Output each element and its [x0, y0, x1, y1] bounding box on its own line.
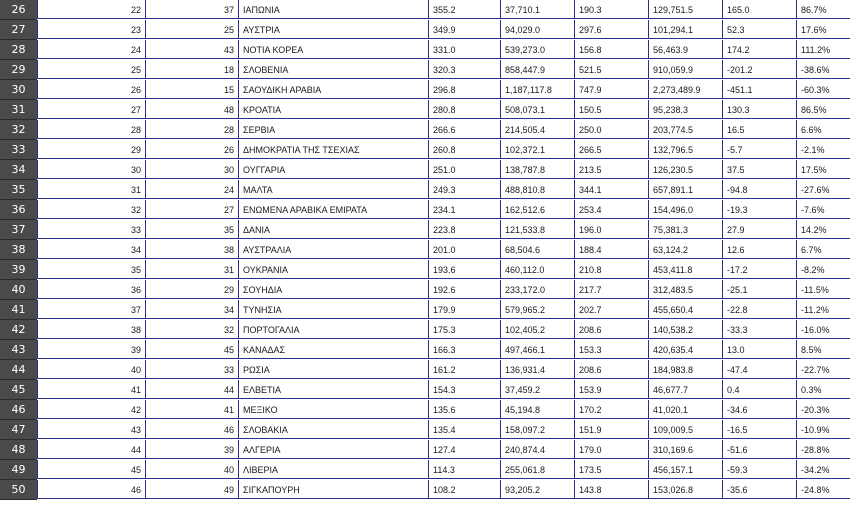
table-row — [0, 260, 850, 280]
value-cell[interactable]: 1,187,117.8 — [500, 80, 574, 99]
value-cell[interactable]: 63,124.2 — [648, 240, 722, 259]
country-cell[interactable]: ΜΕΞΙΚΟ — [238, 400, 428, 419]
value-cell[interactable]: 234.1 — [428, 200, 500, 219]
value-cell[interactable]: 312,483.5 — [648, 280, 722, 299]
value-cell[interactable]: 508,073.1 — [500, 100, 574, 119]
value-cell[interactable]: 109,009.5 — [648, 420, 722, 439]
country-cell[interactable]: ΡΩΣΙΑ — [238, 360, 428, 379]
change-cell[interactable]: 16.5 — [722, 120, 796, 139]
rank-cell[interactable]: 26 — [37, 80, 145, 99]
value-cell[interactable]: 143.8 — [574, 480, 648, 499]
value-cell[interactable]: 179.9 — [428, 300, 500, 319]
table-row — [0, 160, 850, 180]
row-header[interactable]: 27 — [0, 20, 37, 40]
value-cell[interactable]: 497,466.1 — [500, 340, 574, 359]
value-cell[interactable]: 95,238.3 — [648, 100, 722, 119]
row-header[interactable]: 49 — [0, 460, 37, 480]
table-row — [0, 280, 850, 300]
rank-cell[interactable]: 42 — [37, 400, 145, 419]
value-cell[interactable]: 266.5 — [574, 140, 648, 159]
value-cell[interactable]: 208.6 — [574, 320, 648, 339]
value-cell[interactable]: 108.2 — [428, 480, 500, 499]
percent-change-cell[interactable]: -10.9% — [796, 420, 850, 439]
row-header[interactable]: 50 — [0, 480, 37, 500]
rank-cell[interactable]: 41 — [37, 380, 145, 399]
previous-rank-cell[interactable]: 41 — [145, 400, 238, 419]
value-cell[interactable]: 320.3 — [428, 60, 500, 79]
percent-change-cell[interactable]: -11.5% — [796, 280, 850, 299]
change-cell[interactable]: 165.0 — [722, 0, 796, 19]
row-header[interactable]: 40 — [0, 280, 37, 300]
previous-rank-cell[interactable]: 38 — [145, 240, 238, 259]
table-row — [0, 40, 850, 60]
row-header[interactable]: 28 — [0, 40, 37, 60]
rank-cell[interactable]: 32 — [37, 200, 145, 219]
rank-cell[interactable]: 33 — [37, 220, 145, 239]
country-cell[interactable]: ΟΥΓΓΑΡΙΑ — [238, 160, 428, 179]
value-cell[interactable]: 153.3 — [574, 340, 648, 359]
row-header[interactable]: 47 — [0, 420, 37, 440]
row-header[interactable]: 34 — [0, 160, 37, 180]
value-cell[interactable]: 135.4 — [428, 420, 500, 439]
percent-change-cell[interactable]: 86.7% — [796, 0, 850, 19]
value-cell[interactable]: 240,874.4 — [500, 440, 574, 459]
value-cell[interactable]: 166.3 — [428, 340, 500, 359]
value-cell[interactable]: 94,029.0 — [500, 20, 574, 39]
table-row — [0, 220, 850, 240]
percent-change-cell[interactable]: -20.3% — [796, 400, 850, 419]
row-header[interactable]: 35 — [0, 180, 37, 200]
change-cell[interactable]: -451.1 — [722, 80, 796, 99]
percent-change-cell[interactable]: -24.8% — [796, 480, 850, 499]
rank-cell[interactable]: 35 — [37, 260, 145, 279]
table-row — [0, 460, 850, 480]
previous-rank-cell[interactable]: 18 — [145, 60, 238, 79]
value-cell[interactable]: 255,061.8 — [500, 460, 574, 479]
table-row — [0, 360, 850, 380]
value-cell[interactable]: 175.3 — [428, 320, 500, 339]
value-cell[interactable]: 101,294.1 — [648, 20, 722, 39]
value-cell[interactable]: 173.5 — [574, 460, 648, 479]
value-cell[interactable]: 151.9 — [574, 420, 648, 439]
previous-rank-cell[interactable]: 34 — [145, 300, 238, 319]
rank-cell[interactable]: 39 — [37, 340, 145, 359]
value-cell[interactable]: 193.6 — [428, 260, 500, 279]
change-cell[interactable]: -16.5 — [722, 420, 796, 439]
percent-change-cell[interactable]: -8.2% — [796, 260, 850, 279]
previous-rank-cell[interactable]: 46 — [145, 420, 238, 439]
value-cell[interactable]: 162,512.6 — [500, 200, 574, 219]
value-cell[interactable]: 331.0 — [428, 40, 500, 59]
country-cell[interactable]: ΜΑΛΤΑ — [238, 180, 428, 199]
previous-rank-cell[interactable]: 44 — [145, 380, 238, 399]
value-cell[interactable]: 190.3 — [574, 0, 648, 19]
row-header[interactable]: 31 — [0, 100, 37, 120]
value-cell[interactable]: 539,273.0 — [500, 40, 574, 59]
value-cell[interactable]: 127.4 — [428, 440, 500, 459]
row-header[interactable]: 41 — [0, 300, 37, 320]
table-row — [0, 100, 850, 120]
value-cell[interactable]: 179.0 — [574, 440, 648, 459]
percent-change-cell[interactable]: 6.6% — [796, 120, 850, 139]
previous-rank-cell[interactable]: 31 — [145, 260, 238, 279]
table-row — [0, 200, 850, 220]
row-header[interactable]: 48 — [0, 440, 37, 460]
value-cell[interactable]: 420,635.4 — [648, 340, 722, 359]
change-cell[interactable]: -33.3 — [722, 320, 796, 339]
value-cell[interactable]: 132,796.5 — [648, 140, 722, 159]
change-cell[interactable]: 174.2 — [722, 40, 796, 59]
value-cell[interactable]: 102,405.2 — [500, 320, 574, 339]
row-header[interactable]: 30 — [0, 80, 37, 100]
table-row — [0, 420, 850, 440]
value-cell[interactable]: 150.5 — [574, 100, 648, 119]
country-cell[interactable]: ΣΑΟΥΔΙΚΗ ΑΡΑΒΙΑ — [238, 80, 428, 99]
country-cell[interactable]: ΣΙΓΚΑΠΟΥΡΗ — [238, 480, 428, 499]
value-cell[interactable]: 161.2 — [428, 360, 500, 379]
country-cell[interactable]: ΑΥΣΤΡΙΑ — [238, 20, 428, 39]
row-header[interactable]: 39 — [0, 260, 37, 280]
previous-rank-cell[interactable]: 29 — [145, 280, 238, 299]
value-cell[interactable]: 657,891.1 — [648, 180, 722, 199]
value-cell[interactable]: 203,774.5 — [648, 120, 722, 139]
value-cell[interactable]: 75,381.3 — [648, 220, 722, 239]
change-cell[interactable]: -51.6 — [722, 440, 796, 459]
country-cell[interactable]: ΣΛΟΒΑΚΙΑ — [238, 420, 428, 439]
country-cell[interactable]: ΟΥΚΡΑΝΙΑ — [238, 260, 428, 279]
value-cell[interactable]: 121,533.8 — [500, 220, 574, 239]
value-cell[interactable]: 488,810.8 — [500, 180, 574, 199]
value-cell[interactable]: 223.8 — [428, 220, 500, 239]
percent-change-cell[interactable]: 17.6% — [796, 20, 850, 39]
value-cell[interactable]: 196.0 — [574, 220, 648, 239]
value-cell[interactable]: 93,205.2 — [500, 480, 574, 499]
country-cell[interactable]: ΔΑΝΙΑ — [238, 220, 428, 239]
row-header[interactable]: 26 — [0, 0, 37, 20]
value-cell[interactable]: 184,983.8 — [648, 360, 722, 379]
table-row — [0, 300, 850, 320]
row-header[interactable]: 46 — [0, 400, 37, 420]
country-cell[interactable]: ΕΛΒΕΤΙΑ — [238, 380, 428, 399]
rank-cell[interactable]: 45 — [37, 460, 145, 479]
value-cell[interactable]: 579,965.2 — [500, 300, 574, 319]
rank-cell[interactable]: 44 — [37, 440, 145, 459]
change-cell[interactable]: -25.1 — [722, 280, 796, 299]
country-cell[interactable]: ΠΟΡΤΟΓΑΛΙΑ — [238, 320, 428, 339]
country-cell[interactable]: ΕΝΩΜΕΝΑ ΑΡΑΒΙΚΑ ΕΜΙΡΑΤΑ — [238, 200, 428, 219]
value-cell[interactable]: 233,172.0 — [500, 280, 574, 299]
table-row — [0, 440, 850, 460]
change-cell[interactable]: 27.9 — [722, 220, 796, 239]
value-cell[interactable]: 310,169.6 — [648, 440, 722, 459]
percent-change-cell[interactable]: 17.5% — [796, 160, 850, 179]
value-cell[interactable]: 156.8 — [574, 40, 648, 59]
country-cell[interactable]: ΣΟΥΗΔΙΑ — [238, 280, 428, 299]
previous-rank-cell[interactable]: 39 — [145, 440, 238, 459]
previous-rank-cell[interactable]: 26 — [145, 140, 238, 159]
value-cell[interactable]: 280.8 — [428, 100, 500, 119]
value-cell[interactable]: 208.6 — [574, 360, 648, 379]
change-cell[interactable]: -5.7 — [722, 140, 796, 159]
previous-rank-cell[interactable]: 28 — [145, 120, 238, 139]
value-cell[interactable]: 138,787.8 — [500, 160, 574, 179]
percent-change-cell[interactable]: 14.2% — [796, 220, 850, 239]
value-cell[interactable]: 296.8 — [428, 80, 500, 99]
percent-change-cell[interactable]: 111.2% — [796, 40, 850, 59]
row-header[interactable]: 32 — [0, 120, 37, 140]
rank-cell[interactable]: 38 — [37, 320, 145, 339]
rank-cell[interactable]: 34 — [37, 240, 145, 259]
row-header[interactable]: 43 — [0, 340, 37, 360]
country-cell[interactable]: ΑΥΣΤΡΑΛΙΑ — [238, 240, 428, 259]
percent-change-cell[interactable]: 86.5% — [796, 100, 850, 119]
table-row — [0, 320, 850, 340]
change-cell[interactable]: -35.6 — [722, 480, 796, 499]
change-cell[interactable]: -59.3 — [722, 460, 796, 479]
country-cell[interactable]: ΝΟΤΙΑ ΚΟΡΕΑ — [238, 40, 428, 59]
change-cell[interactable]: -17.2 — [722, 260, 796, 279]
value-cell[interactable]: 68,504.6 — [500, 240, 574, 259]
value-cell[interactable]: 154.3 — [428, 380, 500, 399]
value-cell[interactable]: 202.7 — [574, 300, 648, 319]
value-cell[interactable]: 460,112.0 — [500, 260, 574, 279]
percent-change-cell[interactable]: 6.7% — [796, 240, 850, 259]
value-cell[interactable]: 297.6 — [574, 20, 648, 39]
change-cell[interactable]: -47.4 — [722, 360, 796, 379]
rank-cell[interactable]: 46 — [37, 480, 145, 499]
table-row — [0, 480, 850, 500]
change-cell[interactable]: -201.2 — [722, 60, 796, 79]
value-cell[interactable]: 41,020.1 — [648, 400, 722, 419]
table-row — [0, 80, 850, 100]
percent-change-cell[interactable]: -22.7% — [796, 360, 850, 379]
row-header[interactable]: 44 — [0, 360, 37, 380]
percent-change-cell[interactable]: -11.2% — [796, 300, 850, 319]
value-cell[interactable]: 213.5 — [574, 160, 648, 179]
table-row — [0, 120, 850, 140]
value-cell[interactable]: 170.2 — [574, 400, 648, 419]
value-cell[interactable]: 158,097.2 — [500, 420, 574, 439]
change-cell[interactable]: 52.3 — [722, 20, 796, 39]
previous-rank-cell[interactable]: 25 — [145, 20, 238, 39]
country-cell[interactable]: ΣΕΡΒΙΑ — [238, 120, 428, 139]
value-cell[interactable]: 126,230.5 — [648, 160, 722, 179]
rank-cell[interactable]: 27 — [37, 100, 145, 119]
value-cell[interactable]: 153,026.8 — [648, 480, 722, 499]
previous-rank-cell[interactable]: 48 — [145, 100, 238, 119]
table-row — [0, 340, 850, 360]
previous-rank-cell[interactable]: 49 — [145, 480, 238, 499]
value-cell[interactable]: 455,650.4 — [648, 300, 722, 319]
percent-change-cell[interactable]: -38.6% — [796, 60, 850, 79]
value-cell[interactable]: 344.1 — [574, 180, 648, 199]
country-cell[interactable]: ΤΥΝΗΣΙΑ — [238, 300, 428, 319]
country-cell[interactable]: ΔΗΜΟΚΡΑΤΙΑ ΤΗΣ ΤΣΕΧΙΑΣ — [238, 140, 428, 159]
previous-rank-cell[interactable]: 35 — [145, 220, 238, 239]
value-cell[interactable]: 37,710.1 — [500, 0, 574, 19]
value-cell[interactable]: 250.0 — [574, 120, 648, 139]
value-cell[interactable]: 129,751.5 — [648, 0, 722, 19]
percent-change-cell[interactable]: 0.3% — [796, 380, 850, 399]
rank-cell[interactable]: 25 — [37, 60, 145, 79]
table-row — [0, 180, 850, 200]
previous-rank-cell[interactable]: 27 — [145, 200, 238, 219]
country-cell[interactable]: ΚΡΟΑΤΙΑ — [238, 100, 428, 119]
change-cell[interactable]: -19.3 — [722, 200, 796, 219]
country-cell[interactable]: ΑΛΓΕΡΙΑ — [238, 440, 428, 459]
value-cell[interactable]: 46,677.7 — [648, 380, 722, 399]
rank-cell[interactable]: 30 — [37, 160, 145, 179]
row-header[interactable]: 37 — [0, 220, 37, 240]
previous-rank-cell[interactable]: 43 — [145, 40, 238, 59]
value-cell[interactable]: 747.9 — [574, 80, 648, 99]
change-cell[interactable]: 13.0 — [722, 340, 796, 359]
row-header[interactable]: 38 — [0, 240, 37, 260]
rank-cell[interactable]: 31 — [37, 180, 145, 199]
country-cell[interactable]: ΣΛΟΒΕΝΙΑ — [238, 60, 428, 79]
country-cell[interactable]: ΛΙΒΕΡΙΑ — [238, 460, 428, 479]
previous-rank-cell[interactable]: 32 — [145, 320, 238, 339]
percent-change-cell[interactable]: -2.1% — [796, 140, 850, 159]
table-row — [0, 0, 850, 20]
rank-cell[interactable]: 28 — [37, 120, 145, 139]
value-cell[interactable]: 456,157.1 — [648, 460, 722, 479]
value-cell[interactable]: 349.9 — [428, 20, 500, 39]
change-cell[interactable]: 12.6 — [722, 240, 796, 259]
previous-rank-cell[interactable]: 40 — [145, 460, 238, 479]
rank-cell[interactable]: 24 — [37, 40, 145, 59]
value-cell[interactable]: 210.8 — [574, 260, 648, 279]
row-header[interactable]: 42 — [0, 320, 37, 340]
value-cell[interactable]: 214,505.4 — [500, 120, 574, 139]
value-cell[interactable]: 355.2 — [428, 0, 500, 19]
previous-rank-cell[interactable]: 15 — [145, 80, 238, 99]
previous-rank-cell[interactable]: 33 — [145, 360, 238, 379]
row-header[interactable]: 36 — [0, 200, 37, 220]
previous-rank-cell[interactable]: 30 — [145, 160, 238, 179]
value-cell[interactable]: 135.6 — [428, 400, 500, 419]
rank-cell[interactable]: 37 — [37, 300, 145, 319]
percent-change-cell[interactable]: -27.6% — [796, 180, 850, 199]
value-cell[interactable]: 154,496.0 — [648, 200, 722, 219]
value-cell[interactable]: 251.0 — [428, 160, 500, 179]
percent-change-cell[interactable]: -7.6% — [796, 200, 850, 219]
rank-cell[interactable]: 22 — [37, 0, 145, 19]
rank-cell[interactable]: 36 — [37, 280, 145, 299]
table-row — [0, 20, 850, 40]
value-cell[interactable]: 249.3 — [428, 180, 500, 199]
percent-change-cell[interactable]: -28.8% — [796, 440, 850, 459]
value-cell[interactable]: 260.8 — [428, 140, 500, 159]
value-cell[interactable]: 266.6 — [428, 120, 500, 139]
rank-cell[interactable]: 29 — [37, 140, 145, 159]
percent-change-cell[interactable]: -16.0% — [796, 320, 850, 339]
table-row — [0, 60, 850, 80]
change-cell[interactable]: 37.5 — [722, 160, 796, 179]
change-cell[interactable]: -94.8 — [722, 180, 796, 199]
rank-cell[interactable]: 40 — [37, 360, 145, 379]
value-cell[interactable]: 136,931.4 — [500, 360, 574, 379]
previous-rank-cell[interactable]: 37 — [145, 0, 238, 19]
value-cell[interactable]: 521.5 — [574, 60, 648, 79]
value-cell[interactable]: 2,273,489.9 — [648, 80, 722, 99]
value-cell[interactable]: 188.4 — [574, 240, 648, 259]
value-cell[interactable]: 192.6 — [428, 280, 500, 299]
change-cell[interactable]: 130.3 — [722, 100, 796, 119]
value-cell[interactable]: 217.7 — [574, 280, 648, 299]
percent-change-cell[interactable]: 8.5% — [796, 340, 850, 359]
change-cell[interactable]: 0.4 — [722, 380, 796, 399]
change-cell[interactable]: -22.8 — [722, 300, 796, 319]
value-cell[interactable]: 153.9 — [574, 380, 648, 399]
percent-change-cell[interactable]: -60.3% — [796, 80, 850, 99]
value-cell[interactable]: 253.4 — [574, 200, 648, 219]
value-cell[interactable]: 858,447.9 — [500, 60, 574, 79]
value-cell[interactable]: 37,459.2 — [500, 380, 574, 399]
value-cell[interactable]: 910,059.9 — [648, 60, 722, 79]
table-row — [0, 140, 850, 160]
country-cell[interactable]: ΙΑΠΩΝΙΑ — [238, 0, 428, 19]
table-row — [0, 380, 850, 400]
table-row — [0, 240, 850, 260]
row-header[interactable]: 45 — [0, 380, 37, 400]
rank-cell[interactable]: 43 — [37, 420, 145, 439]
value-cell[interactable]: 45,194.8 — [500, 400, 574, 419]
percent-change-cell[interactable]: -34.2% — [796, 460, 850, 479]
value-cell[interactable]: 201.0 — [428, 240, 500, 259]
value-cell[interactable]: 453,411.8 — [648, 260, 722, 279]
country-cell[interactable]: ΚΑΝΑΔΑΣ — [238, 340, 428, 359]
row-header[interactable]: 33 — [0, 140, 37, 160]
rank-cell[interactable]: 23 — [37, 20, 145, 39]
row-header[interactable]: 29 — [0, 60, 37, 80]
value-cell[interactable]: 114.3 — [428, 460, 500, 479]
value-cell[interactable]: 56,463.9 — [648, 40, 722, 59]
previous-rank-cell[interactable]: 24 — [145, 180, 238, 199]
previous-rank-cell[interactable]: 45 — [145, 340, 238, 359]
value-cell[interactable]: 102,372.1 — [500, 140, 574, 159]
change-cell[interactable]: -34.6 — [722, 400, 796, 419]
table-row — [0, 400, 850, 420]
value-cell[interactable]: 140,538.2 — [648, 320, 722, 339]
